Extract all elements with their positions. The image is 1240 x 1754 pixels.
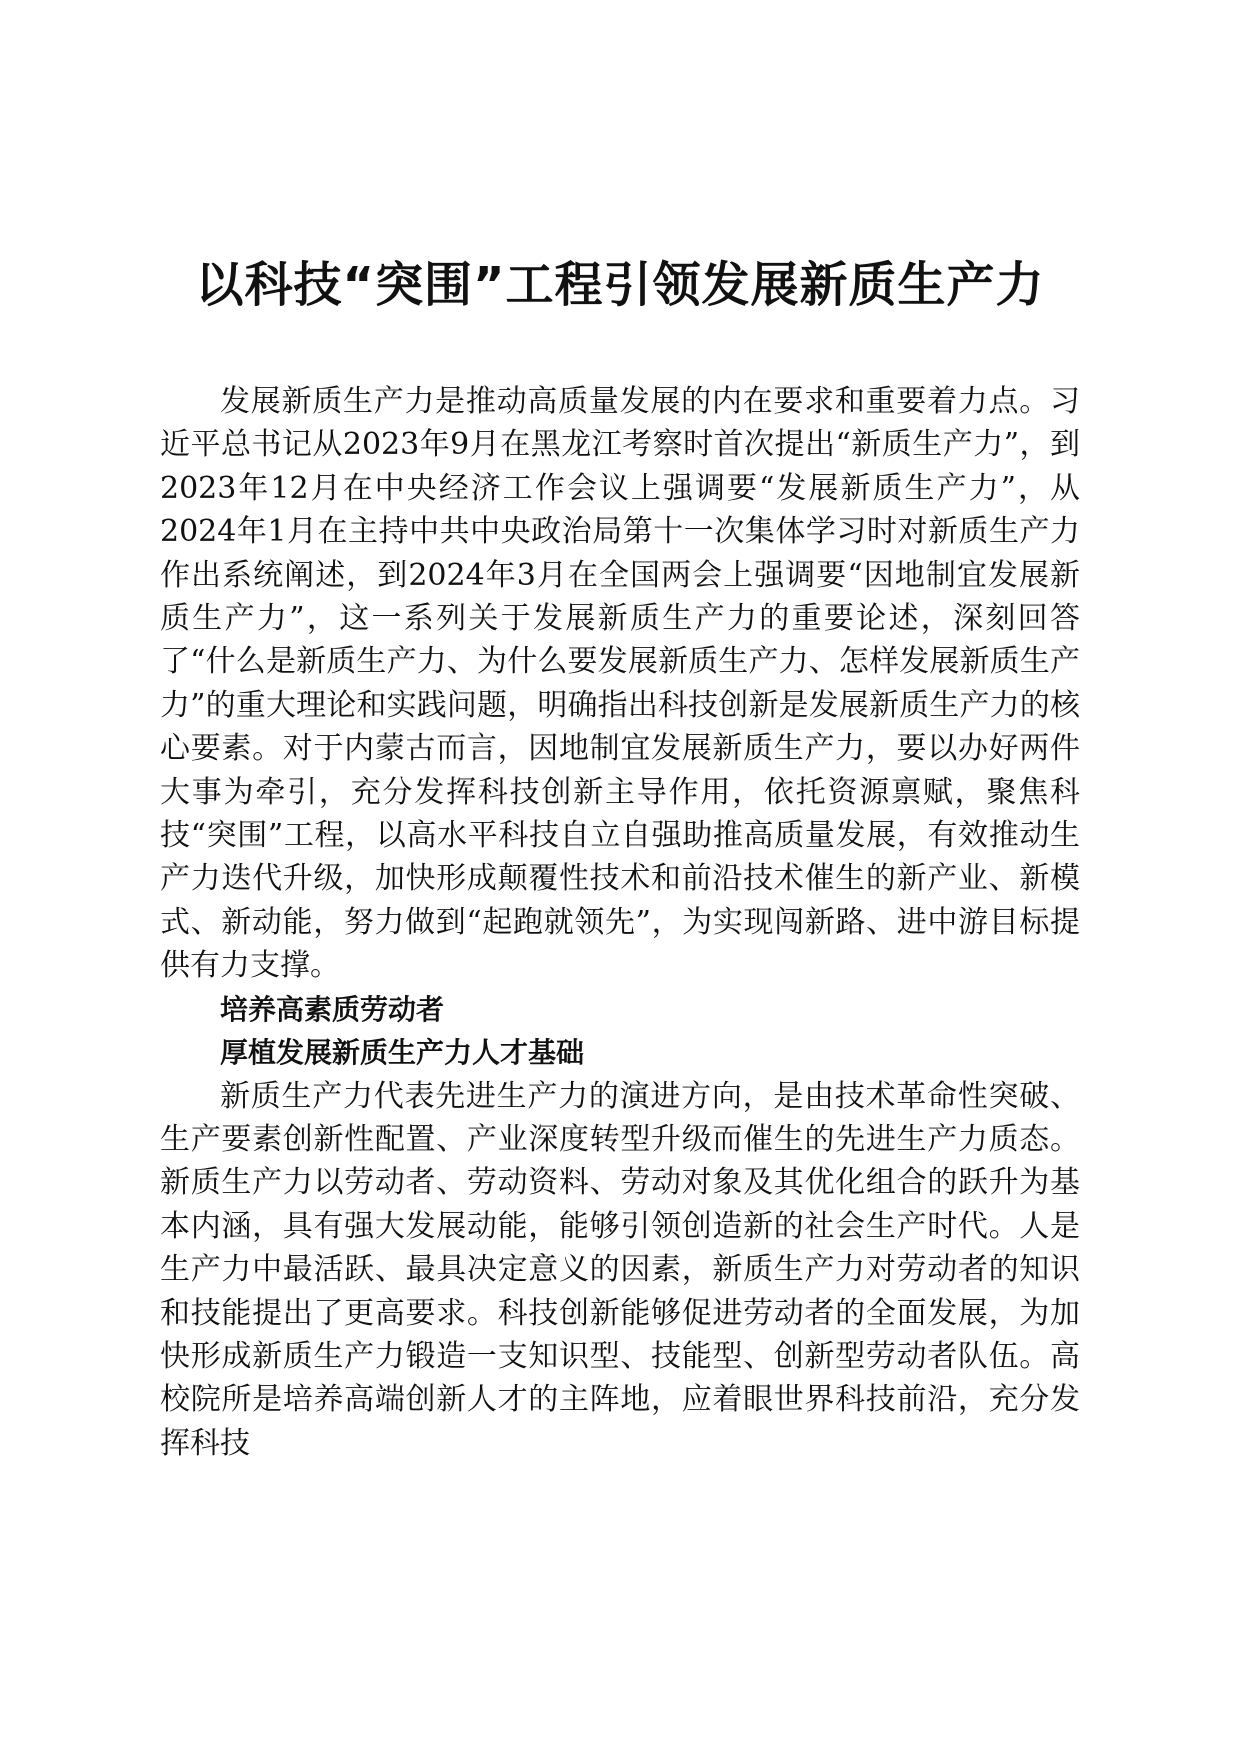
section-heading-line-1: 培养高素质劳动者	[220, 992, 445, 1026]
section-heading-line-2: 厚植发展新质生产力人才基础	[220, 1036, 585, 1070]
section-paragraph: 新质生产力代表先进生产力的演进方向，是由技术革命性突破、生产要素创新性配置、产业深度转型升级而催生的先进生产力质态。新质生产力以劳动者、劳动资料、劳动对象及其优化组合的跃升为基本内涵，具有强大发展动能，能够引领创造新的社会生产时代。人是生产力中最活跃、最具决定意义的因素，新质生产力对劳动者的知识和技能提出了更高要求。科技创新能够促进劳动者的全面发展，为加快形成新质生产力锻造一支知识型、技能型、创新型劳动者队伍。高校院所是培养高端创新人才的主阵地，应着眼世界科技前沿，充分发挥科技	[160, 1078, 1080, 1461]
document-title: 以科技“突围”工程引领发展新质生产力	[195, 257, 1045, 313]
document-body	[160, 380, 1080, 1465]
intro-paragraph: 发展新质生产力是推动高质量发展的内在要求和重要着力点。习近平总书记从2023年9月在黑龙江考察时首次提出“新质生产力”，到2023年12月在中央经济工作会议上强调要“发展新质生产力”，从2024年1月在主持中共中央政治局第十一次集体学习时对新质生产力作出系统阐述，到2024年3月在全国两会上强调要“因地制宜发展新质生产力”，这一系列关于发展新质生产力的重要论述，深刻回答了“什么是新质生产力、为什么要发展新质生产力、怎样发展新质生产力”的重大理论和实践问题，明确指出科技创新是发展新质生产力的核心要素。对于内蒙古而言，因地制宜发展新质生产力，要以办好两件大事为牵引，充分发挥科技创新主导作用，依托资源禀赋，聚焦科技“突围”工程，以高水平科技自立自强助推高质量发展，有效推动生产力迭代升级，加快形成颠覆性技术和前沿技术催生的新产业、新模式、新动能，努力做到“起跑就领先”，为实现闯新路、进中游目标提供有力支撑。	[160, 384, 1080, 984]
